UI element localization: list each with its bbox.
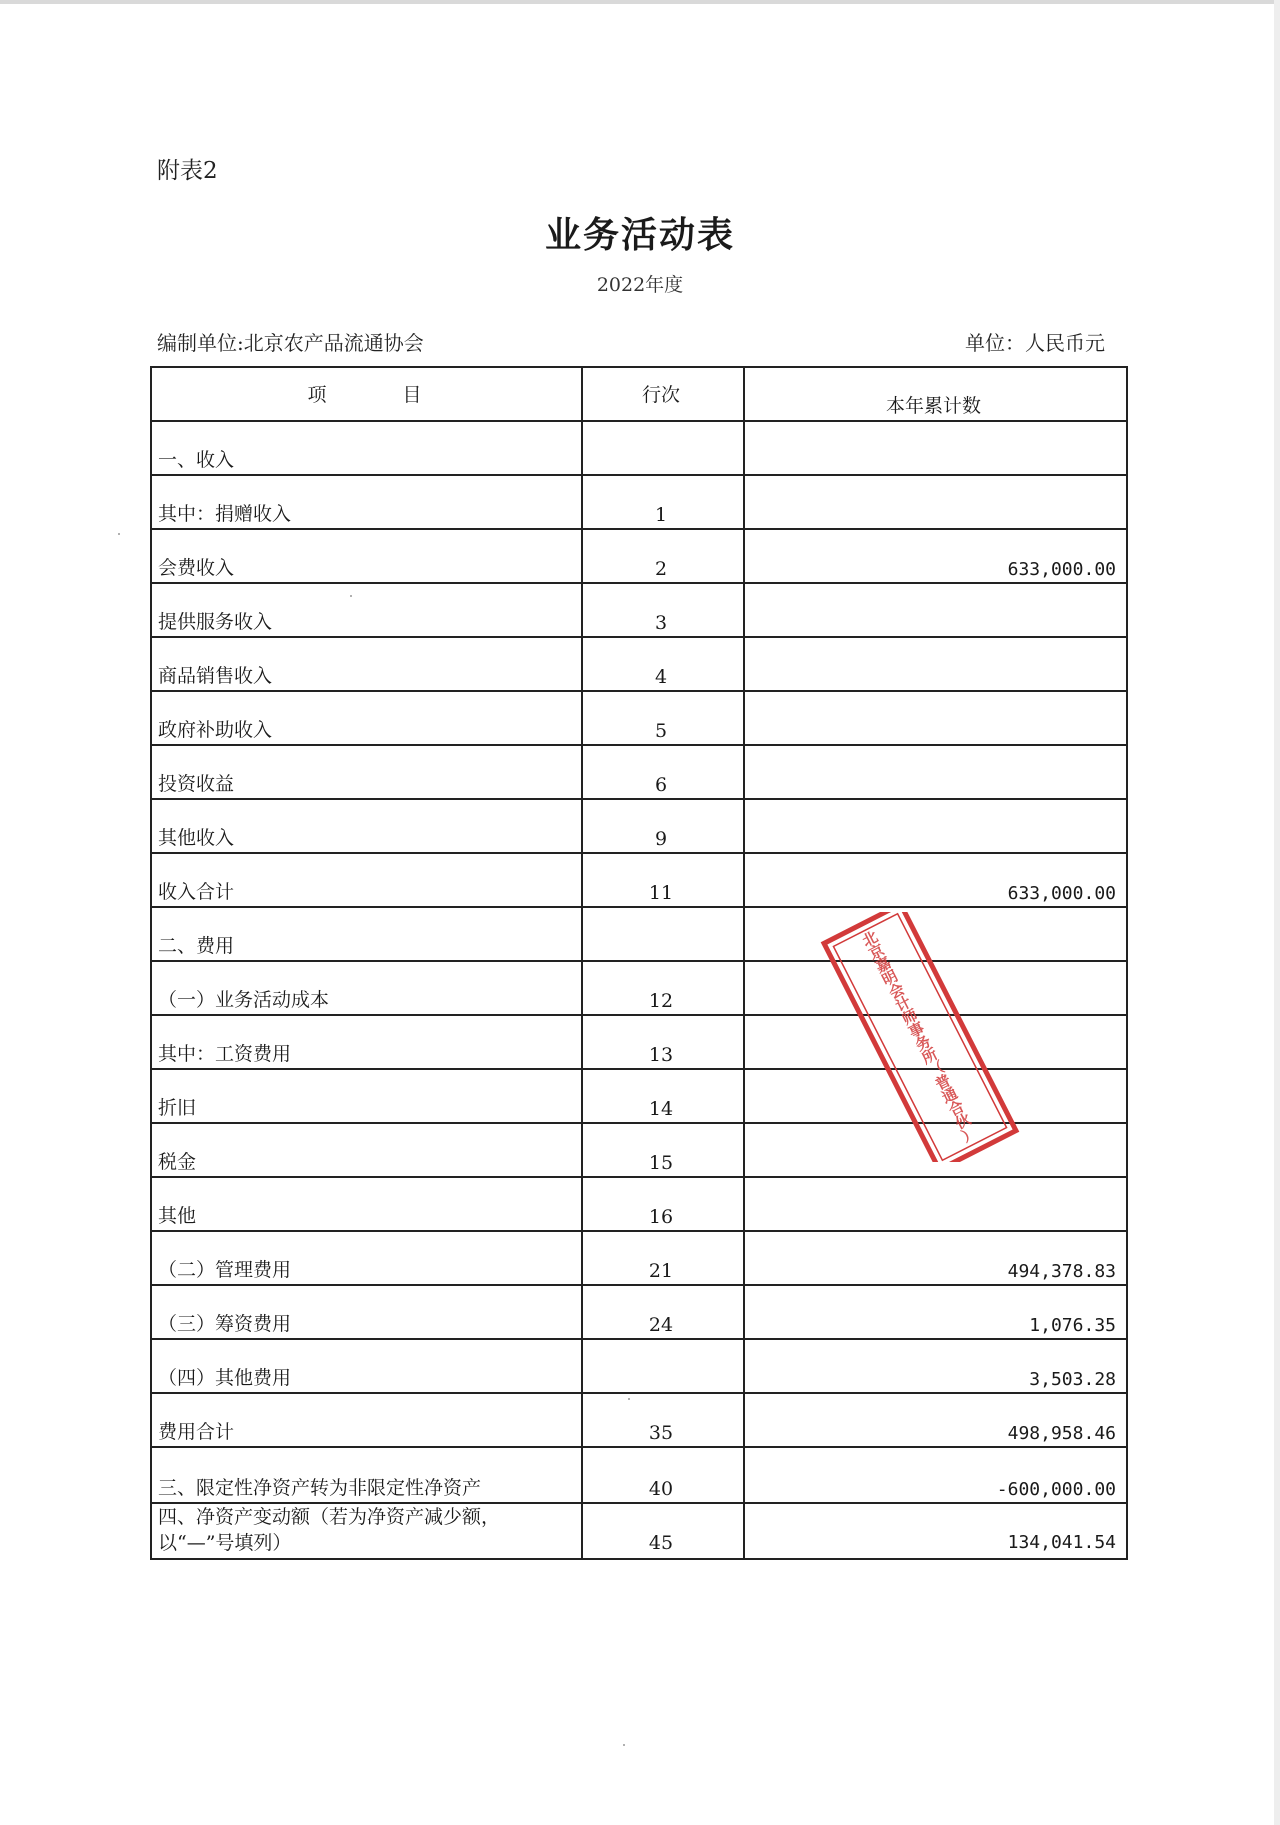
appendix-label: 附表2 — [157, 158, 218, 184]
row-item-label: 商品销售收入 — [151, 637, 582, 691]
row-amount — [744, 421, 1127, 475]
row-amount: 633,000.00 — [744, 529, 1127, 583]
row-amount — [744, 583, 1127, 637]
row-item-label: 其他 — [151, 1177, 582, 1231]
table-row — [151, 1285, 1127, 1339]
row-amount: 498,958.46 — [744, 1393, 1127, 1447]
table-row — [151, 1339, 1127, 1393]
table-row — [151, 745, 1127, 799]
stamp-char: （ — [925, 1057, 948, 1081]
row-line-number: 15 — [582, 1123, 744, 1177]
table-row — [151, 853, 1127, 907]
table-row — [151, 799, 1127, 853]
row-item-label: 折旧 — [151, 1069, 582, 1123]
row-line-number: 6 — [582, 745, 744, 799]
row-item-label: 费用合计 — [151, 1393, 582, 1447]
row-amount — [744, 475, 1127, 529]
row-item-label: （四）其他费用 — [151, 1339, 582, 1393]
row-line-number: 16 — [582, 1177, 744, 1231]
table-row — [151, 637, 1127, 691]
stamp-char: ） — [958, 1123, 981, 1146]
row-item-label: 投资收益 — [151, 745, 582, 799]
row-amount: 134,041.54 — [744, 1503, 1127, 1559]
row-line-number: 24 — [582, 1285, 744, 1339]
stamp-char: 明 — [879, 966, 901, 990]
row-item-label: 四、净资产变动额（若为净资产减少额，以“—”号填列） — [151, 1503, 582, 1559]
stamp-char: 合 — [945, 1096, 968, 1120]
table-header-row — [151, 367, 1127, 421]
scan-speck — [350, 595, 352, 597]
stamp-char: 通 — [938, 1083, 961, 1107]
table-row — [151, 1393, 1127, 1447]
stamp-char: 所 — [919, 1044, 941, 1068]
row-amount — [744, 691, 1127, 745]
table-row — [151, 1231, 1127, 1285]
row-item-label: 一、收入 — [151, 421, 582, 475]
stamp-char: 务 — [912, 1031, 934, 1055]
row-item-label: （一）业务活动成本 — [151, 961, 582, 1015]
row-line-number: 45 — [582, 1503, 744, 1559]
row-line-number — [582, 421, 744, 475]
header-line-number: 行次 — [582, 367, 744, 421]
row-line-number: 12 — [582, 961, 744, 1015]
row-amount — [744, 799, 1127, 853]
table-row — [151, 1177, 1127, 1231]
row-item-label: 二、费用 — [151, 907, 582, 961]
row-line-number: 3 — [582, 583, 744, 637]
table-row — [151, 583, 1127, 637]
scan-speck — [623, 1744, 625, 1746]
row-item-label: 其中：捐赠收入 — [151, 475, 582, 529]
row-item-label: 税金 — [151, 1123, 582, 1177]
row-line-number: 35 — [582, 1393, 744, 1447]
stamp-char: 京 — [865, 940, 888, 964]
row-item-label: 其中：工资费用 — [151, 1015, 582, 1069]
row-amount — [744, 637, 1127, 691]
table-row — [151, 1447, 1127, 1503]
stamp-text — [859, 928, 980, 1146]
stamp-char: 普 — [932, 1070, 954, 1094]
page-title: 业务活动表 — [544, 215, 735, 256]
row-line-number: 13 — [582, 1015, 744, 1069]
row-amount: 633,000.00 — [744, 853, 1127, 907]
row-item-label: 会费收入 — [151, 529, 582, 583]
header-annual-total: 本年累计数 — [744, 367, 1127, 421]
row-item-label: 提供服务收入 — [151, 583, 582, 637]
row-amount: 3,503.28 — [744, 1339, 1127, 1393]
row-line-number: 2 — [582, 529, 744, 583]
table-row — [151, 529, 1127, 583]
row-line-number: 14 — [582, 1069, 744, 1123]
row-amount: -600,000.00 — [744, 1447, 1127, 1503]
row-item-label: 收入合计 — [151, 853, 582, 907]
table-row — [151, 1503, 1127, 1559]
row-line-number: 21 — [582, 1231, 744, 1285]
row-item-label: 其他收入 — [151, 799, 582, 853]
row-amount: 494,378.83 — [744, 1231, 1127, 1285]
row-item-label: 三、限定性净资产转为非限定性净资产 — [151, 1447, 582, 1503]
row-item-label: （三）筹资费用 — [151, 1285, 582, 1339]
row-line-number: 1 — [582, 475, 744, 529]
table-row — [151, 691, 1127, 745]
row-line-number — [582, 907, 744, 961]
row-line-number: 9 — [582, 799, 744, 853]
compiler-label: 编制单位:北京农产品流通协会 — [157, 331, 424, 355]
row-line-number: 40 — [582, 1447, 744, 1503]
accounting-firm-stamp — [815, 912, 1025, 1162]
row-line-number: 11 — [582, 853, 744, 907]
scan-speck — [118, 533, 120, 535]
row-line-number: 4 — [582, 637, 744, 691]
scan-speck — [628, 1398, 630, 1400]
stamp-char: 会 — [885, 979, 908, 1003]
row-amount: 1,076.35 — [744, 1285, 1127, 1339]
stamp-char: 嘉 — [872, 953, 895, 977]
table-row — [151, 421, 1127, 475]
stamp-char: 计 — [892, 992, 915, 1016]
row-item-label: （二）管理费用 — [151, 1231, 582, 1285]
report-year: 2022年度 — [596, 274, 684, 296]
row-amount — [744, 1177, 1127, 1231]
row-item-label: 政府补助收入 — [151, 691, 582, 745]
table-row — [151, 475, 1127, 529]
row-line-number — [582, 1339, 744, 1393]
page-edge-top — [0, 0, 1280, 4]
stamp-char: 北 — [859, 927, 881, 951]
currency-unit-label: 单位：人民币元 — [965, 331, 1105, 355]
header-item: 项 目 — [151, 367, 582, 421]
row-amount — [744, 745, 1127, 799]
stamp-char: 师 — [899, 1005, 921, 1029]
stamp-char: 伙 — [952, 1109, 974, 1133]
row-line-number: 5 — [582, 691, 744, 745]
stamp-char: 事 — [905, 1018, 928, 1042]
